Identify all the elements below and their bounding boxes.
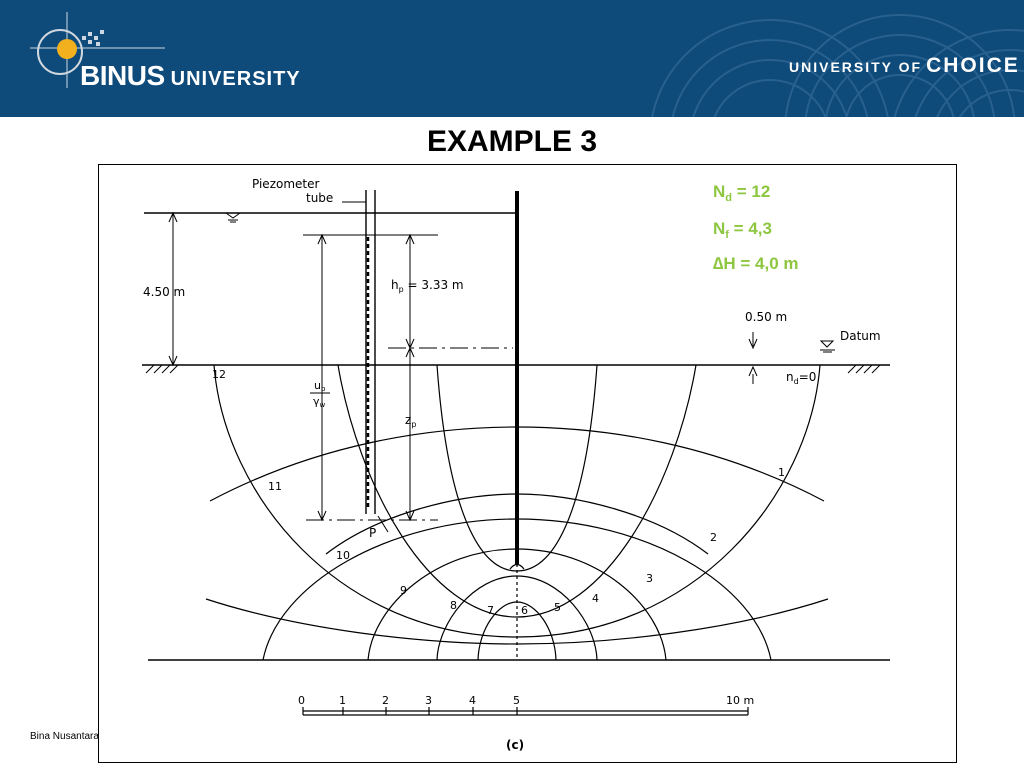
footer-text: Bina Nusantara	[30, 731, 99, 742]
piezometer-tube	[366, 190, 375, 514]
figure-caption: (c)	[506, 738, 525, 752]
piezometer-label: Piezometer	[252, 177, 320, 191]
binus-university-logo	[80, 60, 301, 92]
logo-main-text: BINUS	[80, 60, 165, 91]
eq-label-4: 4	[592, 592, 599, 605]
eq-label-3: 3	[646, 572, 653, 585]
zp-label: $z_p$	[405, 413, 417, 429]
eq-label-9: 9	[400, 584, 407, 597]
scale-tick-3: 3	[425, 694, 432, 707]
tagline	[789, 54, 1020, 78]
flow-net-figure	[98, 164, 957, 763]
eq-label-12: 12	[212, 368, 226, 381]
head-dimension-label: 4.50 m	[143, 285, 186, 299]
eq-label-2: 2	[710, 531, 717, 544]
scale-tick-5: 5	[513, 694, 520, 707]
drop-label: 0.50 m	[745, 310, 788, 324]
ground-hatch	[146, 365, 880, 373]
eq-label-8: 8	[450, 599, 457, 612]
tagline-prefix: UNIVERSITY OF	[789, 59, 923, 75]
eq-label-5: 5	[554, 601, 561, 614]
scale-tick-4: 4	[469, 694, 476, 707]
eq-label-6: 6	[521, 604, 528, 617]
scale-tick-1: 1	[339, 694, 346, 707]
scale-tick-10: 10 m	[726, 694, 755, 707]
nd-zero-label: $n_d=0$	[786, 370, 817, 386]
scale-bar	[303, 707, 748, 715]
scale-tick-0: 0	[298, 694, 305, 707]
eq-label-11: 11	[268, 480, 282, 493]
delta-h-annotation: ∆H = 4,0 m	[713, 254, 799, 273]
hp-label: $h_p = 3.33$ m	[391, 278, 464, 294]
slide-title: EXAMPLE 3	[426, 125, 598, 158]
up-numerator-label: up	[314, 379, 326, 393]
logo-sub-text: UNIVERSITY	[170, 68, 301, 90]
scale-tick-2: 2	[382, 694, 389, 707]
point-p-label: P	[369, 526, 377, 540]
tagline-emphasis: CHOICE	[926, 54, 1020, 77]
gamma-w-label: γw	[313, 395, 326, 409]
point-leader	[378, 516, 388, 532]
water-level-symbol	[226, 213, 240, 222]
eq-label-1: 1	[778, 466, 785, 479]
header-banner	[0, 0, 1024, 117]
nd-annotation: $N_d = 12$	[713, 182, 771, 204]
eq-label-10: 10	[336, 549, 350, 562]
datum-level-symbol	[820, 341, 835, 352]
piezometer-tube-label: tube	[306, 191, 334, 205]
dimension-lines	[169, 213, 757, 520]
datum-label: Datum	[840, 329, 881, 343]
eq-label-7: 7	[487, 604, 494, 617]
nf-annotation: $N_f = 4,3$	[713, 219, 772, 241]
